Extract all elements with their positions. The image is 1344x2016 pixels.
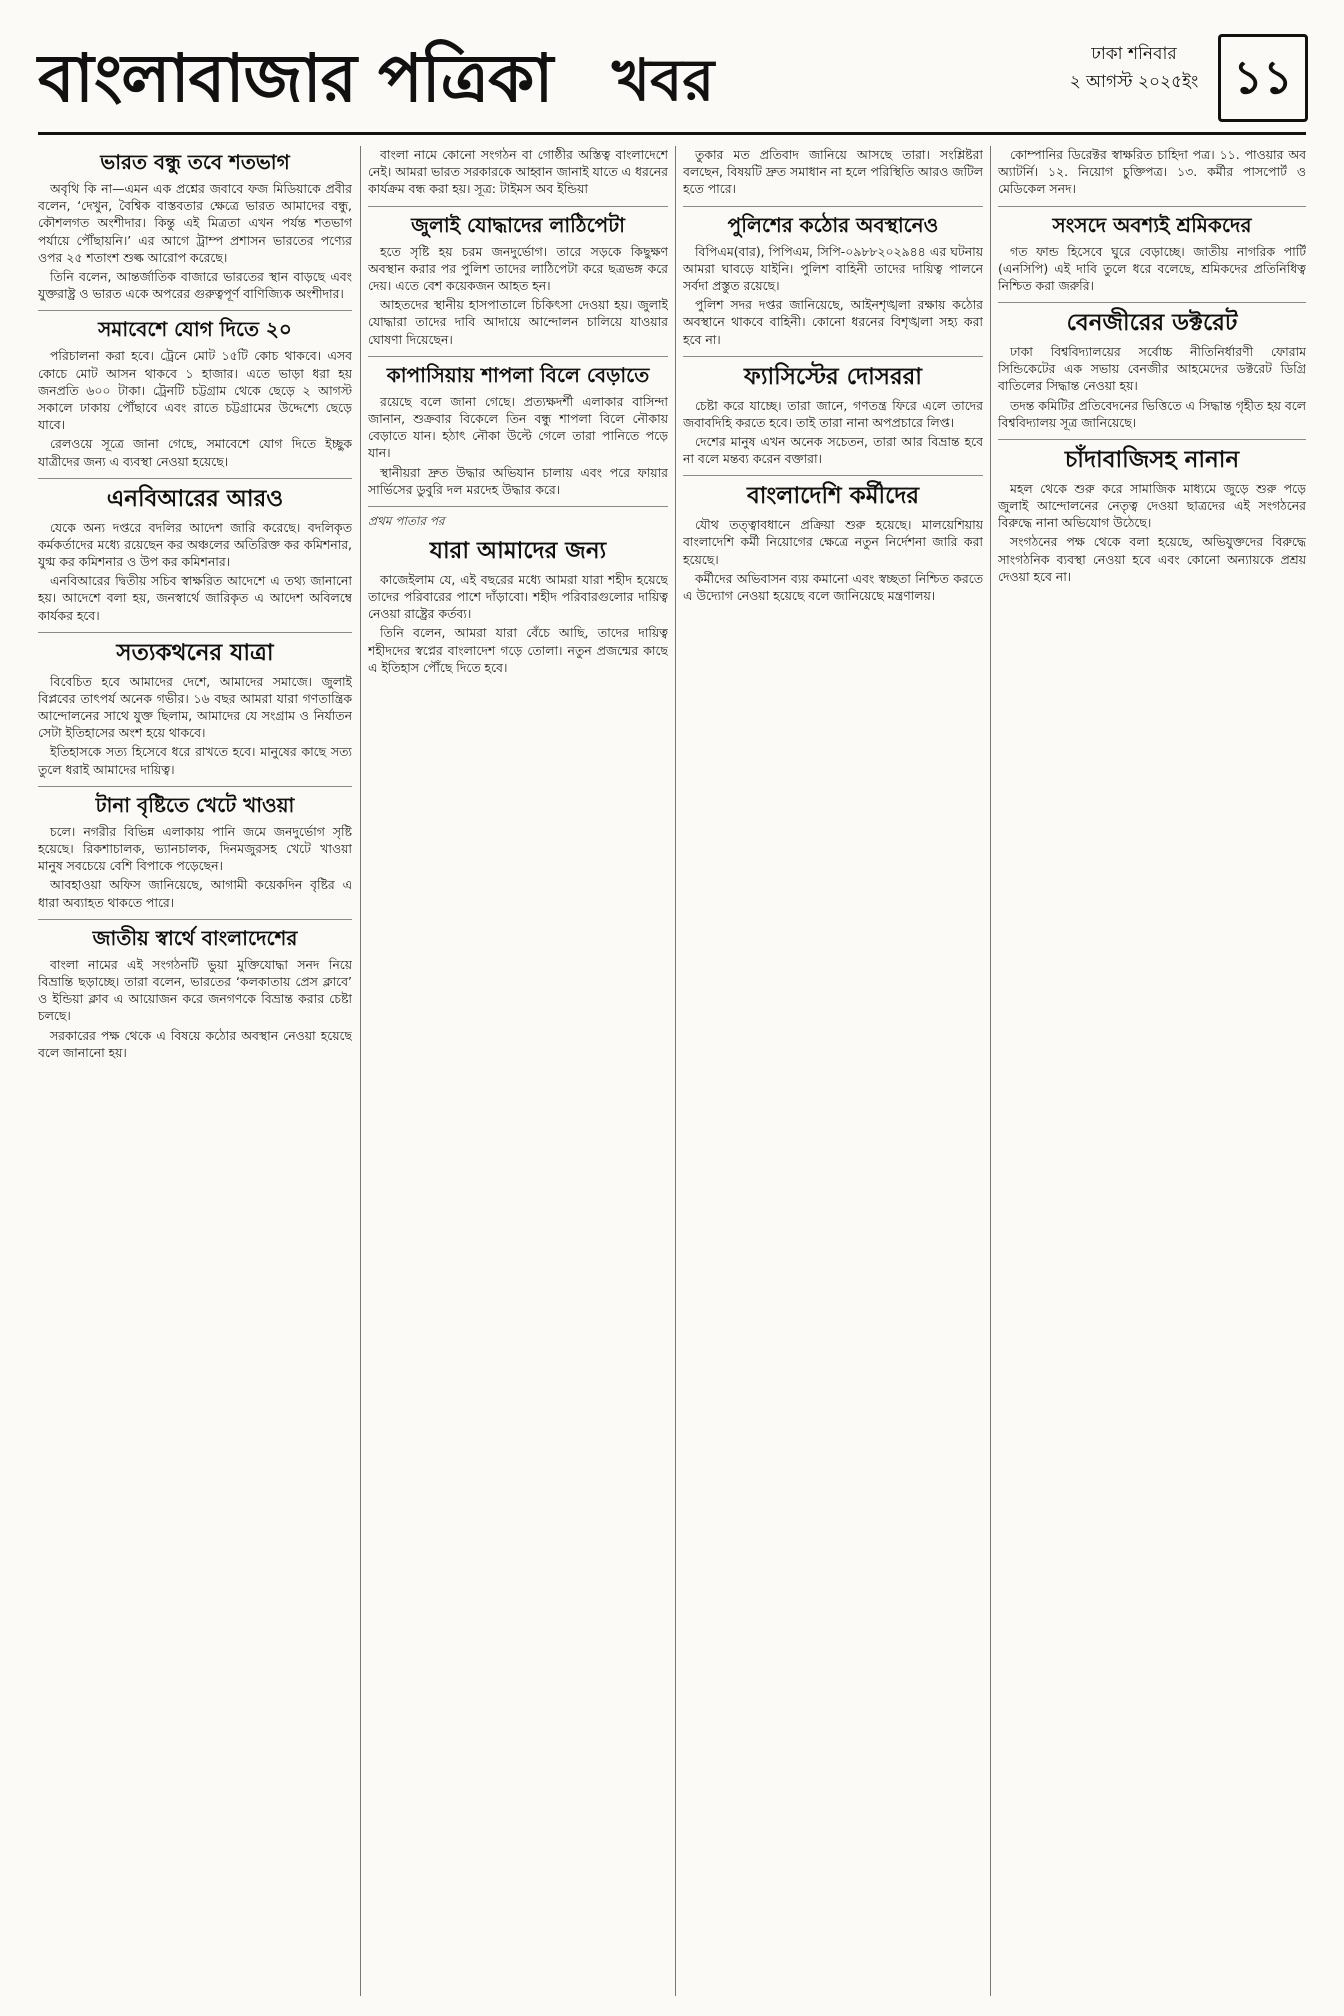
article-paragraph: চেষ্টা করে যাচ্ছে। তারা জানে, গণতন্ত্র ফিরে এলে তাদের জবাবদিহি করতে হবে। তাই তারা নানা অপপ্রচারে লিপ্ত। (683, 397, 983, 430)
article-body (368, 243, 668, 348)
article-paragraph: এনবিআরের দ্বিতীয় সচিব স্বাক্ষরিত আদেশে এ তথ্য জানানো হয়। আদেশে বলা হয়, জনস্বার্থে জারিকৃত এ আদেশ অবিলম্বে কার্যকর হবে। (38, 573, 352, 623)
article-headline: এনবিআরের আরও (106, 484, 284, 512)
article-body (683, 397, 983, 468)
article-body (368, 571, 668, 676)
article-paragraph: তিনি বলেন, আমরা যারা বেঁচে আছি, তাদের দায়িত্ব শহীদদের স্বপ্নের বাংলাদেশ গড়ে তোলা। নতুন প্রজন্মের কাছে এ ইতিহাস পৌঁছে দিতে হবে। (368, 625, 668, 675)
article-paragraph: হতে সৃষ্টি হয় চরম জনদুর্ভোগ। তারে সড়কে কিছুক্ষণ অবস্থান করার পর পুলিশ তাদের লাঠিপেটা করে ছত্রভঙ্গ করে দেয়। এতে বেশ কয়েকজন আহত হন। (368, 243, 668, 294)
article-paragraph: বাংলা নামের এই সংগঠনটি ভুয়া মুক্তিযোদ্ধা সনদ নিয়ে বিভ্রান্তি ছড়াচ্ছে। তারা বলেন, ভারতের ‘কলকাতায় প্রেস ক্লাবে’ ও ইন্ডিয়া ক্লাব এ আয়োজন করে জনগণকে বিভ্রান্ত করার চেষ্টা চলছে। (38, 956, 352, 1024)
article-headline: বেনজীরের ডক্টরেট (1066, 309, 1238, 337)
article (683, 482, 983, 612)
article-body (38, 347, 352, 469)
section-title: খবর (612, 46, 715, 114)
article (368, 146, 668, 207)
article-body (38, 673, 352, 778)
article-paragraph: বিবেচিত হবে আমাদের দেশে, আমাদের সমাজে। জুলাই বিপ্লবের তাৎপর্য অনেক গভীর। ১৬ বছর আমরা যারা গণতান্ত্রিক আন্দোলনের সাথে যুক্ত ছিলাম, আমাদের যে সংগ্রাম ও নির্যাতন সেটা ইতিহাসের অংশ হয়ে থাকবে। (38, 673, 352, 741)
article-paragraph: অবৃথি কি না—এমন এক প্রশ্নের জবাবে ফজ মিডিয়াকে প্রবীর বলেন, ‘দেখুন, বৈশ্বিক বাস্তবতার ক্ষেত্রে ভারত আমাদের বন্ধু, কৌশলগত অংশীদার। কিন্তু এই মিত্রতা এখন পর্যন্ত শতভাগ পর্যায়ে পৌঁছায়নি।’ এর আগে ট্রাম্প প্রশাসন ভারতের পণ্যের ওপর ২৫ শতাংশ শুল্ক আরোপ করেছে। (38, 181, 352, 265)
article-paragraph: আবহাওয়া অফিস জানিয়েছে, আগামী কয়েকদিন বৃষ্টির এ ধারা অব্যাহত থাকতে পারে। (38, 877, 352, 910)
article-headline: সত্যকথনের যাত্রা (116, 638, 274, 666)
article (368, 513, 668, 684)
article-paragraph: তদন্ত কমিটির প্রতিবেদনের ভিত্তিতে এ সিদ্ধান্ত গৃহীত হয় বলে বিশ্ববিদ্যালয় সূত্র জানিয়েছে। (998, 397, 1306, 430)
article-paragraph: পরিচালনা করা হবে। ট্রেনে মোট ১৫টি কোচ থাকবে। এসব কোচে মোট আসন থাকবে ১ হাজার। এতে ভাড়া ধরা হয় জনপ্রতি ৬০০ টাকা। ট্রেনটি চট্টগ্রাম থেকে ছেড়ে ২ আগস্ট সকালে ঢাকায় পৌঁছাবে এবং রাতে চট্টগ্রামের উদ্দেশ্যে ছেড়ে যাবে। (38, 348, 352, 433)
article (38, 485, 352, 633)
page-number: ১১ (1218, 34, 1308, 122)
masthead (38, 28, 1306, 135)
article-body (998, 146, 1306, 198)
article-headline: কাপাসিয়ায় শাপলা বিলে বেড়াতে (386, 362, 650, 387)
article (683, 213, 983, 357)
article-body (38, 956, 352, 1061)
article-body (368, 146, 668, 198)
newspaper-title: বাংলাবাজার পত্রিকা (38, 39, 553, 117)
article-body (998, 243, 1306, 295)
article-paragraph: কোম্পানির ডিরেক্টর স্বাক্ষরিত চাহিদা পত্র। ১১. পাওয়ার অব অ্যাটর্নি। ১২. নিয়োগ চুক্তিপত্র। ১৩. কর্মীর পাসপোর্ট ও মেডিকেল সনদ। (998, 147, 1306, 197)
article-paragraph: কাজেইলাম যে, এই বছরের মধ্যে আমরা যারা শহীদ হয়েছে তাদের পরিবারের পাশে দাঁড়াবো। শহীদ পরিবারগুলোর দায়িত্ব নেওয়া রাষ্ট্রের কর্তব্য। (368, 571, 668, 622)
article-headline: যারা আমাদের জন্য (429, 537, 607, 565)
article-paragraph: তুকার মত প্রতিবাদ জানিয়ে আসছে তারা। সংশ্লিষ্টরা বলছেন, বিষয়টি দ্রুত সমাধান না হলে পরিস্থিতি আরও জটিল হতে পারে। (683, 147, 983, 197)
column-1 (38, 146, 352, 1996)
article-headline: ফ্যাসিস্টের দোসররা (744, 362, 922, 390)
article-headline: বাংলাদেশি কর্মীদের (746, 482, 920, 510)
article (998, 446, 1306, 593)
article-headline: সমাবেশে যোগ দিতে ২০ (98, 317, 292, 342)
article (38, 317, 352, 478)
article-paragraph: চলে। নগরীর বিভিন্ন এলাকায় পানি জমে জনদুর্ভোগ সৃষ্টি হয়েছে। রিকশাচালক, ভ্যানচালক, দিনমজুরসহ খেটে খাওয়া মানুষ সবচেয়ে বেশি বিপাকে পড়েছেন। (38, 823, 352, 874)
date-label: ২ আগস্ট ২০২৫ইং (1069, 72, 1199, 92)
article-body (683, 243, 983, 348)
article-paragraph: রয়েছে বলে জানা গেছে। প্রত্যক্ষদর্শী এলাকার বাসিন্দা জানান, শুক্রবার বিকেলে তিন বন্ধু শাপলা বিলে নৌকায় বেড়াতে যান। হঠাৎ নৌকা উল্টে গেলে তারা পানিতে পড়ে যান। (368, 393, 668, 461)
article-body (998, 343, 1306, 431)
article (38, 150, 352, 311)
article-body (683, 146, 983, 198)
article (998, 146, 1306, 207)
article-headline: ভারত বন্ধু তবে শতভাগ (100, 150, 290, 174)
article-paragraph: যেকে অন্য দপ্তরে বদলির আদেশ জারি করেছে। বদলিকৃত কর্মকর্তাদের মধ্যে রয়েছেন কর অঞ্চলের অতিরিক্ত কর কমিশনার, যুগ্ম কর কমিশনার ও উপ কর কমিশনার। (38, 519, 352, 569)
day-label: ঢাকা শনিবার (1091, 44, 1177, 64)
article-paragraph: তিনি বলেন, আন্তর্জাতিক বাজারে ভারতের স্থান বাড়ছে এবং যুক্তরাষ্ট্র ও ভারত একে অপরের গুরুত্বপূর্ণ বাণিজ্যিক অংশীদার। (38, 269, 352, 302)
article-body (998, 480, 1306, 585)
article-paragraph: বাংলা নামে কোনো সংগঠন বা গোষ্ঠীর অস্তিত্ব বাংলাদেশে নেই। আমরা ভারত সরকারকে আহ্বান জানাই যাতে এ ধরনের কার্যক্রম বন্ধ করা হয়। সূত্র: টাইমস অব ইন্ডিয়া (368, 147, 668, 197)
column-2 (368, 146, 668, 1996)
article-body (368, 393, 668, 498)
article (998, 309, 1306, 440)
article-paragraph: পুলিশ সদর দপ্তর জানিয়েছে, আইনশৃঙ্খলা রক্ষায় কঠোর অবস্থানে থাকবে বাহিনী। কোনো ধরনের বিশৃঙ্খলা সহ্য করা হবে না। (683, 297, 983, 347)
article (998, 213, 1306, 304)
article (368, 213, 668, 357)
article (368, 363, 668, 507)
article-body (38, 823, 352, 911)
article-paragraph: রেলওয়ে সূত্রে জানা গেছে, সমাবেশে যোগ দিতে ইচ্ছুক যাত্রীদের জন্য এ ব্যবস্থা নেওয়া হয়েছে। (38, 436, 352, 469)
article-paragraph: সংগঠনের পক্ষ থেকে বলা হয়েছে, অভিযুক্তদের বিরুদ্ধে সাংগঠনিক ব্যবস্থা নেওয়া হবে এবং কোনো অন্যায়কে প্রশ্রয় দেওয়া হবে না। (998, 534, 1306, 584)
article-paragraph: মহল থেকে শুরু করে সামাজিক মাধ্যমে জুড়ে শুরু পড়ে জুলাই আন্দোলনের নেতৃত্ব দেওয়া ছাত্রদের এই সংগঠনের বিরুদ্ধে নানা অভিযোগ উঠেছে। (998, 480, 1306, 531)
article-paragraph: দেশের মানুষ এখন অনেক সচেতন, তারা আর বিভ্রান্ত হবে না বলে মন্তব্য করেন বক্তারা। (683, 433, 983, 467)
article-paragraph: কর্মীদের অভিবাসন ব্যয় কমানো এবং স্বচ্ছতা নিশ্চিত করতে এ উদ্যোগ নেওয়া হয়েছে বলে জানিয়েছে মন্ত্রণালয়। (683, 570, 983, 603)
article-paragraph: আহতদের স্থানীয় হাসপাতালে চিকিৎসা দেওয়া হয়। জুলাই যোদ্ধারা তাদের দাবি আদায়ে আন্দোলন চালিয়ে যাওয়ার ঘোষণা দিয়েছেন। (368, 297, 668, 347)
column-3 (683, 146, 983, 1996)
article (38, 639, 352, 787)
article (683, 146, 983, 207)
article-body (683, 516, 983, 604)
article-headline: পুলিশের কঠোর অবস্থানেও (727, 212, 939, 237)
article (38, 926, 352, 1069)
column-4 (998, 146, 1306, 1996)
article-headline: চাঁদাবাজিসহ নানান (1064, 445, 1240, 473)
article-kicker: প্রথম পাতার পর (368, 514, 445, 529)
article-body (38, 519, 352, 624)
article-paragraph: যৌথ তত্ত্বাবধানে প্রক্রিয়া শুরু হয়েছে। মালয়েশিয়ায় বাংলাদেশি কর্মী নিয়োগের ক্ষেত্রে নতুন নির্দেশনা জারি করা হয়েছে। (683, 517, 983, 567)
article (38, 793, 352, 920)
article-paragraph: বিপিএম(বার), পিপিএম, সিপি-০৯৮৮২০২৯৪৪ এর ঘটনায় আমরা ঘাবড়ে যাইনি। পুলিশ বাহিনী তাদের দায়িত্ব পালনে সর্বদা প্রস্তুত রয়েছে। (683, 243, 983, 294)
article-paragraph: গত ফান্ড হিসেবে ঘুরে বেড়াচ্ছে। জাতীয় নাগরিক পার্টি (এনসিপি) এই দাবি তুলে ধরে বলেছে, শ্রমিকদের প্রতিনিধিত্ব নিশ্চিত করা জরুরি। (998, 243, 1306, 294)
article-headline: সংসদে অবশ্যই শ্রমিকদের (1052, 212, 1252, 237)
article-headline: টানা বৃষ্টিতে খেটে খাওয়া (95, 792, 295, 817)
article-body (38, 180, 352, 302)
article-headline: জাতীয় স্বার্থে বাংলাদেশের (92, 925, 298, 950)
article-paragraph: সরকারের পক্ষ থেকে এ বিষয়ে কঠোর অবস্থান নেওয়া হয়েছে বলে জানানো হয়। (38, 1027, 352, 1060)
article (683, 363, 983, 477)
date-block (1058, 40, 1210, 96)
article-paragraph: স্থানীয়রা দ্রুত উদ্ধার অভিযান চালায় এবং পরে ফায়ার সার্ভিসের ডুবুরি দল মরদেহ উদ্ধার করে। (368, 464, 668, 497)
article-paragraph: ইতিহাসকে সত্য হিসেবে ধরে রাখতে হবে। মানুষের কাছে সত্য তুলে ধরাই আমাদের দায়িত্ব। (38, 744, 352, 777)
article-paragraph: ঢাকা বিশ্ববিদ্যালয়ের সর্বোচ্চ নীতিনির্ধারণী ফোরাম সিন্ডিকেটের এক সভায় বেনজীর আহমেদের ডক্টরেট ডিগ্রি বাতিলের সিদ্ধান্ত নেওয়া হয়। (998, 343, 1306, 394)
article-headline: জুলাই যোদ্ধাদের লাঠিপেটা (411, 212, 625, 237)
